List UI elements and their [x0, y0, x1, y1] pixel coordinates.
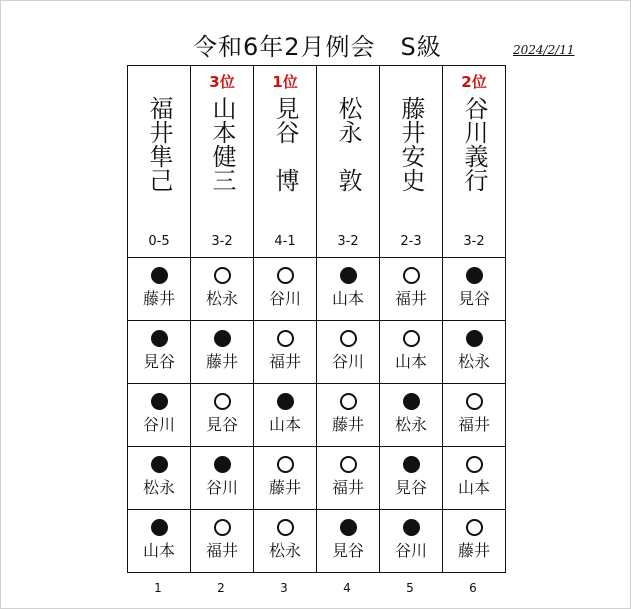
- column-number: 1: [154, 581, 162, 595]
- player-score: 3-2: [337, 234, 359, 249]
- opponent-name: 藤井: [142, 289, 175, 308]
- win-circle-icon: [214, 267, 231, 284]
- loss-circle-icon: [151, 519, 168, 536]
- opponent-name: 山本: [142, 541, 175, 560]
- opponent-name: 福井: [394, 289, 427, 308]
- game-cell: [254, 510, 317, 573]
- loss-circle-icon: [466, 330, 483, 347]
- loss-circle-icon: [340, 519, 357, 536]
- game-cell: [254, 447, 317, 510]
- opponent-name: 山本: [394, 352, 427, 371]
- column-number: 3: [280, 581, 288, 595]
- player-score: 3-2: [463, 234, 485, 249]
- game-cell: [128, 321, 191, 384]
- win-circle-icon: [340, 456, 357, 473]
- player-header-cell: [254, 66, 317, 258]
- opponent-name: 松永: [142, 478, 175, 497]
- game-cell: [254, 321, 317, 384]
- loss-circle-icon: [340, 267, 357, 284]
- loss-circle-icon: [277, 393, 294, 410]
- loss-circle-icon: [151, 456, 168, 473]
- player-rank: [317, 71, 379, 89]
- game-cell: [380, 447, 443, 510]
- game-cell: [443, 510, 506, 573]
- win-circle-icon: [466, 393, 483, 410]
- opponent-name: 見谷: [142, 352, 175, 371]
- game-cell: [317, 258, 380, 321]
- round-row: [128, 510, 506, 573]
- opponent-name: 見谷: [394, 478, 427, 497]
- player-rank: 2位: [461, 73, 487, 91]
- round-row: [128, 258, 506, 321]
- opponent-name: 藤井: [205, 352, 238, 371]
- game-cell: [443, 384, 506, 447]
- player-score: 4-1: [274, 234, 296, 249]
- opponent-name: 松永: [394, 415, 427, 434]
- game-cell: [443, 447, 506, 510]
- round-row: [128, 321, 506, 384]
- win-circle-icon: [277, 456, 294, 473]
- opponent-name: 谷川: [331, 352, 364, 371]
- win-circle-icon: [277, 267, 294, 284]
- player-name: 藤井安史: [397, 96, 425, 192]
- game-cell: [254, 258, 317, 321]
- win-circle-icon: [277, 519, 294, 536]
- player-name: 福井隼己: [145, 96, 173, 192]
- loss-circle-icon: [403, 393, 420, 410]
- game-cell: [128, 384, 191, 447]
- player-rank: [380, 71, 442, 89]
- column-number: 2: [217, 581, 225, 595]
- loss-circle-icon: [214, 456, 231, 473]
- game-cell: [443, 258, 506, 321]
- opponent-name: 谷川: [394, 541, 427, 560]
- game-cell: [380, 510, 443, 573]
- win-circle-icon: [403, 267, 420, 284]
- player-name: 松永 敦: [334, 96, 362, 192]
- opponent-name: 見谷: [331, 541, 364, 560]
- opponent-name: 谷川: [268, 289, 301, 308]
- player-header-cell: [128, 66, 191, 258]
- loss-circle-icon: [403, 519, 420, 536]
- player-score: 3-2: [211, 234, 233, 249]
- player-header-cell: [191, 66, 254, 258]
- opponent-name: 山本: [268, 415, 301, 434]
- game-cell: [128, 447, 191, 510]
- round-row: [128, 447, 506, 510]
- game-cell: [128, 258, 191, 321]
- round-row: [128, 384, 506, 447]
- opponent-name: 藤井: [268, 478, 301, 497]
- win-circle-icon: [340, 330, 357, 347]
- opponent-name: 藤井: [331, 415, 364, 434]
- opponent-name: 福井: [331, 478, 364, 497]
- game-cell: [443, 321, 506, 384]
- column-number: 4: [343, 581, 351, 595]
- win-circle-icon: [403, 330, 420, 347]
- results-table: [127, 65, 506, 573]
- opponent-name: 松永: [205, 289, 238, 308]
- game-cell: [317, 384, 380, 447]
- loss-circle-icon: [403, 456, 420, 473]
- player-header-cell: [317, 66, 380, 258]
- player-rank: 3位: [209, 73, 235, 91]
- opponent-name: 福井: [268, 352, 301, 371]
- win-circle-icon: [466, 456, 483, 473]
- player-rank: [128, 71, 190, 89]
- player-name: 谷川義行: [460, 96, 488, 192]
- player-rank: 1位: [272, 73, 298, 91]
- game-cell: [380, 258, 443, 321]
- opponent-name: 山本: [331, 289, 364, 308]
- opponent-name: 見谷: [205, 415, 238, 434]
- column-number: 6: [469, 581, 477, 595]
- loss-circle-icon: [214, 330, 231, 347]
- opponent-name: 福井: [457, 415, 490, 434]
- game-cell: [380, 384, 443, 447]
- game-cell: [380, 321, 443, 384]
- opponent-name: 山本: [457, 478, 490, 497]
- page-title: 令和6年2月例会 S級: [193, 33, 442, 61]
- win-circle-icon: [340, 393, 357, 410]
- opponent-name: 福井: [205, 541, 238, 560]
- column-number: 5: [406, 581, 414, 595]
- opponent-name: 松永: [457, 352, 490, 371]
- game-cell: [191, 258, 254, 321]
- player-header-cell: [443, 66, 506, 258]
- loss-circle-icon: [151, 393, 168, 410]
- loss-circle-icon: [151, 267, 168, 284]
- game-cell: [317, 510, 380, 573]
- win-circle-icon: [214, 519, 231, 536]
- win-circle-icon: [466, 519, 483, 536]
- player-header-cell: [380, 66, 443, 258]
- game-cell: [317, 447, 380, 510]
- event-date: 2024/2/11: [513, 43, 575, 57]
- loss-circle-icon: [151, 330, 168, 347]
- player-name: 見谷 博: [271, 96, 299, 192]
- game-cell: [191, 384, 254, 447]
- game-cell: [191, 447, 254, 510]
- opponent-name: 谷川: [205, 478, 238, 497]
- game-cell: [128, 510, 191, 573]
- win-circle-icon: [277, 330, 294, 347]
- opponent-name: 藤井: [457, 541, 490, 560]
- player-header-row: [128, 66, 506, 258]
- game-cell: [254, 384, 317, 447]
- game-cell: [191, 321, 254, 384]
- player-name: 山本健三: [208, 96, 236, 192]
- loss-circle-icon: [466, 267, 483, 284]
- player-score: 2-3: [400, 234, 422, 249]
- opponent-name: 松永: [268, 541, 301, 560]
- game-cell: [317, 321, 380, 384]
- game-cell: [191, 510, 254, 573]
- player-score: 0-5: [148, 234, 170, 249]
- opponent-name: 谷川: [142, 415, 175, 434]
- opponent-name: 見谷: [457, 289, 490, 308]
- win-circle-icon: [214, 393, 231, 410]
